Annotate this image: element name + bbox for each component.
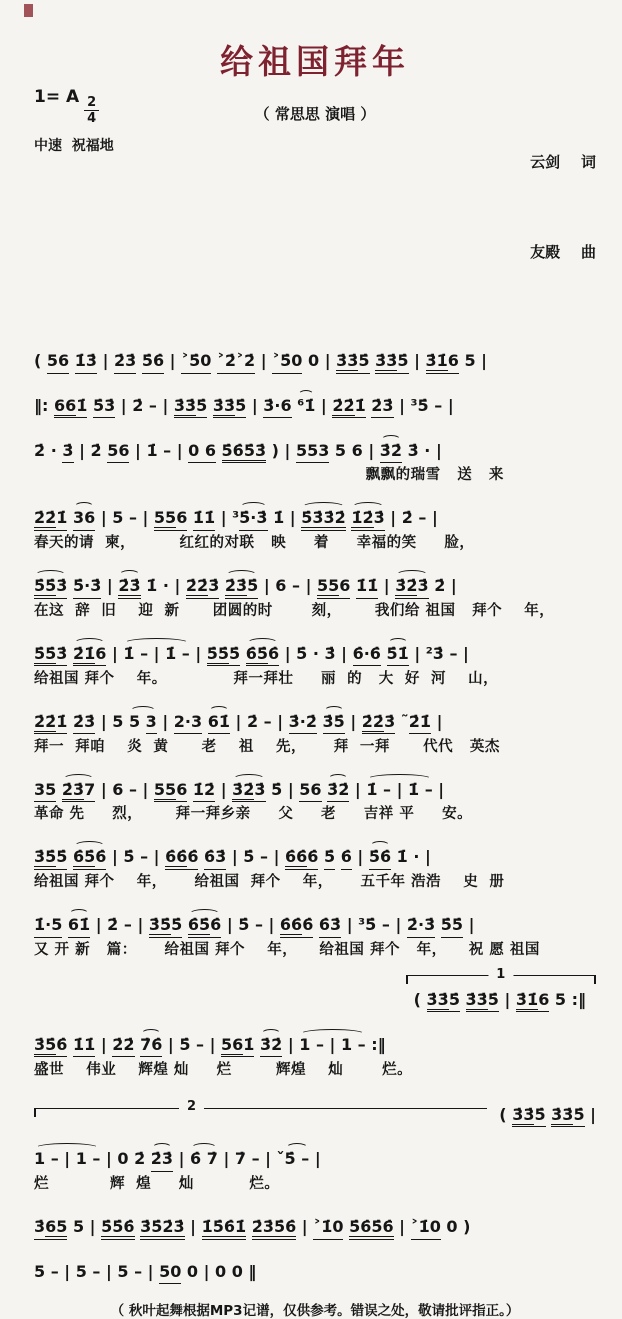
beam-group: 3̇3̇5̇ — [336, 351, 369, 374]
beam-group: 5̇6̇ — [142, 351, 164, 374]
beam-group: 6̇5̇ — [245, 643, 268, 663]
slur-arc — [239, 508, 267, 527]
beam-group: 5̇5̇3̇ — [34, 576, 67, 599]
beam-group: 2̇3̇ — [118, 576, 141, 596]
lyrics-line: 拜一 拜咱 炎 黄 老 祖 先， 拜 一拜 代代 英杰 — [34, 738, 500, 755]
beam-group: 3̇1̇6 — [426, 351, 459, 374]
beam-group: 2̇3̇ — [114, 351, 136, 374]
beam-group: 2̇3̇ — [224, 576, 248, 596]
beam-group: 5̇6̇5̇6̇ — [349, 1217, 394, 1237]
notes-line: ‖: 661̇ 5̇3̇ | 2̇ – | 3̇3̇5̇ 3̇3̇5̇ | 3̇·6 ⁶1̇ | 2̇2̇1̇ 2̇3̇ | ³5̇ – | — [34, 388, 596, 417]
beam-group: 3̇3̇ — [512, 1104, 535, 1124]
beam-group: 3̇1̇6 — [516, 990, 549, 1013]
notes-line: 35 2̇3̇7 | 6 – | 556 1̇2̇ | 3̇2̇3̇ 5̇ | 56 3̇2̇ | 1̇ – | 1̇ – | — [34, 772, 596, 801]
beam-group: 3̇1̇ — [425, 351, 448, 370]
beam-group: 5̇3̇ — [93, 396, 115, 419]
beam-group: 6̇5̇ — [72, 847, 96, 867]
slur-arc — [369, 847, 391, 866]
beam-group: 2̇3̇ — [73, 712, 95, 735]
beam-group: 2̇3̇7 — [62, 780, 95, 803]
beam-group: 6̇ — [341, 847, 352, 870]
beam-group: 3̇1̇ — [515, 989, 539, 1009]
beam-group: 56 — [107, 441, 129, 464]
slur-arc: 6̇ 7̇ — [190, 1149, 218, 1169]
beam-group: 3̇ — [62, 441, 73, 464]
beam-group: 56 — [299, 780, 321, 803]
beam-group: 3̇3̇ — [465, 989, 488, 1009]
beam-group: ˃1̇0 — [313, 1217, 343, 1240]
volta-number: 1 — [488, 967, 513, 984]
slur-arc — [151, 1149, 173, 1168]
beam-group: 36 — [73, 508, 95, 531]
notes-line: 3̇5̇5̇ 6̇5̇6̇ | 5̇ – | 6̇6̇6̇ 6̇3̇ | 5̇ – | 6̇6̇6̇ 5̇ 6̇ | 5̇6̇ 1̇ · | — [34, 839, 596, 868]
first-ending-row — [34, 966, 596, 1011]
volta-bracket — [34, 1099, 487, 1117]
notes-line: 5 – | 5 – | 5 – | 50 0 | 0 0 ‖ — [34, 1254, 596, 1283]
beam-group: 3̇3̇ — [173, 395, 197, 415]
transcriber-note: （ 秋叶起舞根据MP3记谱，仅供参考。错误之处，敬请批评指正。） — [110, 1302, 520, 1319]
beam-group: 5̇6̇ — [369, 847, 391, 870]
beam-group: 2·3 — [174, 712, 202, 735]
beam-group: 7̇6̇ — [140, 1035, 162, 1058]
beam-group: 3̇5̇ — [323, 712, 345, 735]
beam-group: 3̇3̇5̇ — [427, 990, 460, 1013]
tempo-marking: 中速 祝福地 — [34, 138, 114, 154]
beam-group: 3̇5̇ — [148, 915, 172, 935]
slur-arc — [34, 576, 67, 595]
beam-group — [252, 1217, 297, 1240]
slur-arc — [327, 780, 349, 799]
beam-group: 5̇ — [324, 847, 335, 870]
beam-group: 50 — [159, 1262, 181, 1285]
lyrics-line: 给祖国 拜个 年。 拜一拜壮 丽 的 大 好 河 山， — [34, 670, 499, 687]
beam-group: 6̇6̇6̇ — [165, 847, 198, 870]
beam-group: 3̇5̇5̇ — [149, 915, 182, 938]
beam-group: 3̇2̇ — [327, 780, 349, 803]
header-meta — [34, 87, 596, 327]
beam-group: 6̇5̇6̇ — [188, 915, 221, 938]
beam-group: 56 — [47, 351, 69, 374]
slur-arc — [380, 441, 402, 460]
notes-line: 1 – | 1 – | 0 2̇ 2̇3̇ | 6̇ 7̇ | 7̇ – | ˇ5̇ – | — [34, 1141, 596, 1170]
second-ending-row — [34, 1097, 596, 1126]
notes-line: ( 3̇3̇5̇ 3̇3̇5̇ | 3̇1̇6 5 :‖ — [414, 984, 586, 1011]
slur-arc — [68, 915, 90, 934]
beam-group: 2̇2̇1̇ — [34, 712, 67, 735]
beam-group: 1̇1̇ — [193, 508, 215, 531]
notes-line: 5̇5̇3̇ 2̇1̇6 | 1̇ – | 1̇ – | 5̇5̇5̇ 6̇5̇6̇ | 5̇ · 3̇ | 6̇·6̇ 5̇1̇ | ²3̇ – | — [34, 636, 596, 665]
beam-group: 3̇3̇5̇ — [213, 396, 246, 419]
notes-line: 1̇·5 61̇ | 2̇ – | 3̇5̇5̇ 6̇5̇6̇ | 5̇ – | 6̇6̇6̇ 6̇3̇ | ³5̇ – | 2̇·3̇ 5̇5̇ | — [34, 907, 596, 936]
beam-group: 1̇2̇ — [193, 780, 215, 803]
beam-group: 3̇3̇ — [375, 351, 398, 370]
beam-group: 2̇2̇ — [361, 711, 385, 731]
beam-group: 3̇5̇2̇3̇ — [140, 1217, 185, 1237]
beam-group: 5̇5̇ — [34, 643, 57, 663]
beam-group: 55 — [153, 779, 177, 799]
beam-group: 5̇1̇ — [387, 644, 409, 667]
beam-group: 561̇ — [221, 1035, 254, 1058]
slur-arc — [188, 915, 221, 934]
beam-group: 61̇ — [68, 915, 90, 938]
beam-group: 61̇ — [208, 712, 230, 735]
beam-group: 6̇3̇ — [319, 915, 341, 938]
beam-group: 2̇2̇1̇ — [34, 508, 67, 531]
beam-group: 3̇2̇3̇ — [395, 576, 428, 599]
lyricist-credit: 云剑 词 — [530, 153, 596, 171]
beam-group — [101, 1217, 134, 1240]
volta-bracket — [406, 966, 596, 1011]
beam-group: 5̇·3̇ — [73, 576, 101, 599]
beam-group: 2̇1̇ — [72, 643, 96, 663]
beam-group: 1̇2̇ — [351, 508, 374, 528]
beam-group: 2̇2̇3̇ — [362, 712, 395, 735]
beam-group: 0 6 — [188, 441, 216, 464]
slur-arc — [62, 780, 95, 799]
beam-group — [118, 576, 140, 599]
slur-arc: 1̇ – | 1̇ – — [123, 643, 190, 663]
beam-group: 2̇2̇1̇ — [332, 396, 365, 419]
corner-mark — [24, 4, 33, 17]
beam-group: 6̇6̇6̇ — [280, 915, 313, 938]
beam-group: ˃5̇0 — [181, 351, 211, 374]
time-signature: $\frac{2}{4}$ — [84, 96, 99, 125]
beam-group: 5̇5̇3̇ — [34, 644, 67, 667]
slur-arc — [351, 508, 384, 527]
slur-arc: 5 3 — [129, 712, 157, 731]
slur-arc: 5̇ – — [284, 1149, 310, 1169]
beam-group: 5̇3̇3̇2̇ — [301, 508, 346, 528]
lyrics-line: 又 开 新 篇： 给祖国 拜个 年， 给祖国 拜个 年， 祝 愿 祖国 — [34, 941, 540, 958]
beam-group: 3̇65 — [34, 1217, 67, 1240]
slur-arc — [225, 576, 258, 595]
beam-group: 1̇2̇3̇ — [351, 508, 384, 531]
beam-group: 2̇3̇ — [151, 1149, 173, 1172]
beam-group: 55 — [153, 508, 177, 528]
beam-group: 5̇5̇ — [441, 915, 463, 938]
credits — [375, 87, 596, 327]
beam-group: 3̇5̇5̇ — [34, 847, 67, 870]
slur-arc — [232, 780, 265, 799]
performer-subtitle: （ 常思思 演唱 ） — [254, 105, 376, 123]
slur-arc: 1 – | 1 – — [34, 1149, 101, 1169]
beam-group: 2̇1̇6 — [73, 644, 106, 667]
notes-line: ( 56 1̇3̇ | 2̇3̇ 5̇6̇ | ˃5̇0 ˃2̇˃2̇ | ˃5̇0 0 | 3̇3̇5̇ 3̇3̇5̇ | 3̇1̇6 5 | — [34, 343, 596, 372]
beam-group: 6̇6̇6̇ — [285, 847, 318, 870]
notes-line: 2̇2̇1̇ 2̇3̇ | 5 5 3 | 2·3 61̇ | 2̇ – | 3̇·2̇ 3̇5̇ | 2̇2̇3̇ ˜2̇1̇ | — [34, 704, 596, 733]
score — [34, 343, 596, 1283]
beam-group: 3̇2̇ — [260, 1035, 282, 1058]
beam-group: 6̇6̇ — [165, 847, 188, 867]
beam-group — [222, 441, 267, 464]
beam-group: 2̇3̇5̇6̇ — [251, 1217, 297, 1237]
beam-group: 6̇5̇6̇ — [73, 847, 106, 870]
beam-group: 3̇3̇ — [212, 395, 236, 415]
slur-arc — [73, 847, 106, 866]
beam-group: 3̇5̇ — [34, 847, 57, 867]
beam-group: 35 — [34, 780, 56, 803]
beam-group: 2̇2̇ — [332, 395, 355, 415]
slur-arc — [118, 576, 140, 595]
lyrics-line: 烂 辉 煌 灿 烂。 — [34, 1176, 280, 1193]
beam-group: 6̇5̇6̇ — [246, 644, 279, 667]
beam-group: 556 — [154, 508, 187, 531]
beam-group: 2̇2̇ — [185, 576, 209, 596]
beam-group: 3̇3̇5̇ — [375, 351, 408, 374]
beam-group — [349, 1217, 394, 1240]
slur-arc — [301, 508, 346, 527]
beam-group: 3̇3̇ — [551, 1104, 574, 1124]
beam-group: 6̇5̇ — [187, 915, 211, 935]
beam-group: 6̇·6̇ — [353, 644, 381, 667]
beam-group: 1̇3̇ — [75, 351, 97, 374]
beam-group: 3̇2̇ — [232, 779, 255, 799]
beam-group: 3̇3̇ — [426, 989, 449, 1009]
beam-group: 2̇3̇ — [371, 396, 393, 419]
beam-group: 3̇3̇5̇ — [551, 1105, 584, 1128]
beam-group: 5̇5̇ — [34, 576, 57, 596]
notes-line: 2̇2̇1̇ 36 | 5 – | 556 1̇1̇ | ³5̇·3̇ 1̇ | 5̇3̇3̇2̇ 1̇2̇3̇ | 2̇ – | — [34, 500, 596, 529]
slur-arc — [387, 644, 409, 663]
beam-group: 3̇·2̇ — [289, 712, 317, 735]
volta-number: 2 — [179, 1099, 204, 1116]
lyrics-line: 飘飘的瑞雪 送 来 — [365, 467, 504, 484]
beam-group: 56 — [221, 1034, 244, 1054]
notes-line: 3̇65 5 | 5̇5̇6̇ 3̇5̇2̇3̇ | 1̇5̇6̇1̇ 2̇3̇5̇6̇ | ˃1̇0 5̇6̇5̇6̇ | ˃1̇0 0 ) — [34, 1209, 596, 1238]
beam-group: 2̇3̇5̇ — [225, 576, 258, 599]
beam-group: 6̇6̇ — [284, 847, 308, 867]
beam-group: 2̇1̇ — [409, 712, 431, 735]
beam-group: 6̇6̇ — [279, 915, 303, 935]
beam-group — [140, 1217, 185, 1240]
beam-group: 556 — [154, 780, 187, 803]
beam-group: 2̇2̇3̇ — [186, 576, 219, 599]
beam-group: 55 — [316, 576, 340, 596]
beam-group: 6̇3̇ — [204, 847, 226, 870]
beam-group: 3̇3̇ — [336, 351, 359, 370]
beam-group: 5̇6̇5̇3̇ — [221, 440, 267, 460]
beam-group: 3̇2̇ — [380, 441, 402, 464]
beam-group: 65 — [45, 1217, 68, 1237]
slur-arc — [323, 712, 345, 731]
beam-group: 2̇2̇ — [112, 1035, 134, 1058]
beam-group: ˃5̇0 — [272, 351, 302, 374]
beam-group: 1̇5̇6̇1̇ — [201, 1217, 247, 1237]
song-title: 给祖国拜年 — [220, 42, 410, 81]
beam-group: 3̇3̇5̇ — [174, 396, 207, 419]
lyrics-line: 革命 先 烈， 拜一拜乡亲 父 老 吉祥 平 安。 — [34, 806, 473, 823]
slur-arc — [140, 1035, 162, 1054]
slur-arc — [73, 508, 95, 527]
beam-group: 556 — [317, 576, 350, 599]
lyrics-line: 给祖国 拜个 年， 给祖国 拜个 年， 五千年 浩浩 史 册 — [34, 874, 505, 891]
composer-credit: 友殿 曲 — [530, 243, 596, 261]
slur-arc: 1̇ – | 1̇ – — [366, 779, 433, 799]
beam-group — [202, 1217, 247, 1240]
beam-group: 5̇5̇ — [206, 643, 230, 663]
notes-line: 5̇5̇3̇ 5̇·3̇ | 2̇3̇ 1̇ · | 2̇2̇3̇ 2̇3̇5̇ | 6 – | 556 1̇1̇ | 3̇2̇3̇ 2̇ | — [34, 568, 596, 597]
lyrics-line: 盛世 伟业 辉煌 灿 烂 辉煌 灿 烂。 — [34, 1061, 413, 1078]
slur-arc: 1 – | 1 – — [299, 1034, 366, 1054]
beam-group — [301, 508, 346, 531]
beam-group: 2̇2̇ — [34, 711, 57, 731]
beam-group: 5̇·3̇ — [239, 508, 267, 531]
pickup-notes-line: ( 3̇3̇5̇ 3̇3̇5̇ | — [499, 1097, 596, 1126]
lyrics-line: 春天的请 柬， 红红的对联 映 着 幸福的笑 脸， — [34, 535, 475, 552]
key-signature: 1= A $\frac{2}{4}$ — [34, 87, 255, 125]
beam-group: 3̇5̇ — [34, 1034, 57, 1054]
beam-group: 1̇1̇ — [356, 576, 378, 599]
key-tempo-block — [34, 87, 255, 155]
notes-line: 3̇5̇6̇ 1̇1̇ | 2̇2̇ 7̇6̇ | 5̇ – | 561̇ 3̇2̇ | 1 – | 1 – :‖ — [34, 1027, 596, 1056]
beam-group: 553 — [296, 441, 329, 464]
beam-group: 3̇2̇3̇ — [232, 780, 265, 803]
notes-line: 2̇ · 3̇ | 2̇ 56 | 1̇ – | 0 6 5̇6̇5̇3̇ ) | 553 5 6 | 3̇2̇ 3̇ · | — [34, 433, 596, 462]
beam-group: 3̇3̇5̇ — [466, 990, 499, 1013]
slur-arc — [73, 644, 106, 663]
lyrics-line: 在这 辞 旧 迎 新 团圆的时 刻， 我们给 祖国 拜个 年， — [34, 602, 555, 619]
beam-group: ˃1̇0 — [411, 1217, 441, 1240]
beam-group: 1̇1̇ — [73, 1035, 95, 1058]
beam-group: 661̇ — [54, 396, 87, 419]
beam-group: 3 — [146, 712, 157, 735]
beam-group: 3̇3̇5̇ — [512, 1105, 545, 1128]
beam-group: 2̇2̇ — [34, 508, 57, 528]
beam-group: 2̇3̇ — [61, 779, 85, 799]
slur-arc — [208, 712, 230, 731]
beam-group: 1̇·5 — [34, 915, 62, 938]
beam-group: 5̇5̇5̇ — [207, 644, 240, 667]
beam-group: 66 — [53, 395, 77, 415]
beam-group: 3̇2̇ — [395, 576, 418, 596]
slur-arc — [260, 1035, 282, 1054]
beam-group: 3̇5̇6̇ — [34, 1035, 67, 1058]
beam-group: 3̇·6 — [263, 396, 291, 419]
slur-arc — [246, 644, 279, 663]
slur-arc: ⁶1̇ — [297, 395, 316, 415]
beam-group: 2̇·3̇ — [407, 915, 435, 938]
beam-group: 5̇5̇6̇ — [101, 1217, 135, 1237]
beam-group: ˃2̇˃2̇ — [217, 351, 255, 374]
slur-arc — [395, 576, 428, 595]
